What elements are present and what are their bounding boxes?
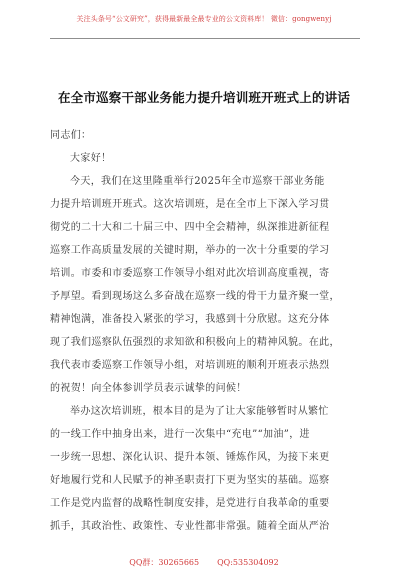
paragraph-line: 的一线工作中抽身出来，进行一次集中“充电”“加油”，进 [50,429,310,440]
paragraph-line: 我代表市委巡察工作领导小组，对培训班的顺利开班表示热烈 [50,360,330,371]
header-divider [50,38,360,39]
footer-contact [0,557,408,568]
paragraph-line: 精神饱满，准备投入紧张的学习，我感到十分欣慰。这充分体 [50,314,330,325]
paragraph-line: 现了我们巡察队伍强烈的求知欲和积极向上的精神风貌。在此， [50,337,340,348]
greeting: 大家好！ [70,153,112,164]
paragraph-line: 好地履行党和人民赋予的神圣职责打下更为坚实的基础。巡察 [50,475,330,486]
header-banner: 关注头条号“公文研究”，获得最新最全最专业的公文资料库！ 微信：gongwenyj [76,15,332,23]
paragraph-line: 抓手，其政治性、政策性、专业性都非常强。随着全面从严治 [50,521,330,532]
paragraph-line: 举办这次培训班，根本目的是为了让大家能够暂时从繁忙 [70,406,329,417]
footer-qq-group: QQ群：30265665 [129,558,200,567]
document-title: 在全市巡察干部业务能力提升培训班开班式上的讲话 [57,90,351,105]
paragraph-line: 彻党的二十大和二十届三中、四中全会精神，纵深推进新征程 [50,222,330,233]
salutation: 同志们： [50,130,92,141]
footer-qq: QQ:535304092 [217,558,279,567]
document-body [50,124,368,538]
paragraph-line: 巡察工作高质量发展的关键时期，举办的一次十分重要的学习 [50,245,330,256]
paragraph-line: 今天，我们在这里隆重举行2025年全市巡察干部业务能 [70,176,325,187]
paragraph-line: 力提升培训班开班式。这次培训班，是在全市上下深入学习贯 [50,199,330,210]
paragraph-line: 一步统一思想、深化认识、提升本领、锤炼作风，为接下来更 [50,452,330,463]
paragraph-line: 工作是党内监督的战略性制度安排，是党进行自我革命的重要 [50,498,330,509]
paragraph-line: 的祝贺！向全体参训学员表示诚挚的问候！ [50,383,247,394]
paragraph-line: 培训。市委和市委巡察工作领导小组对此次培训高度重视，寄 [50,268,330,279]
paragraph-line: 予厚望。看到现场这么多奋战在巡察一线的骨干力量齐聚一堂， [50,291,340,302]
